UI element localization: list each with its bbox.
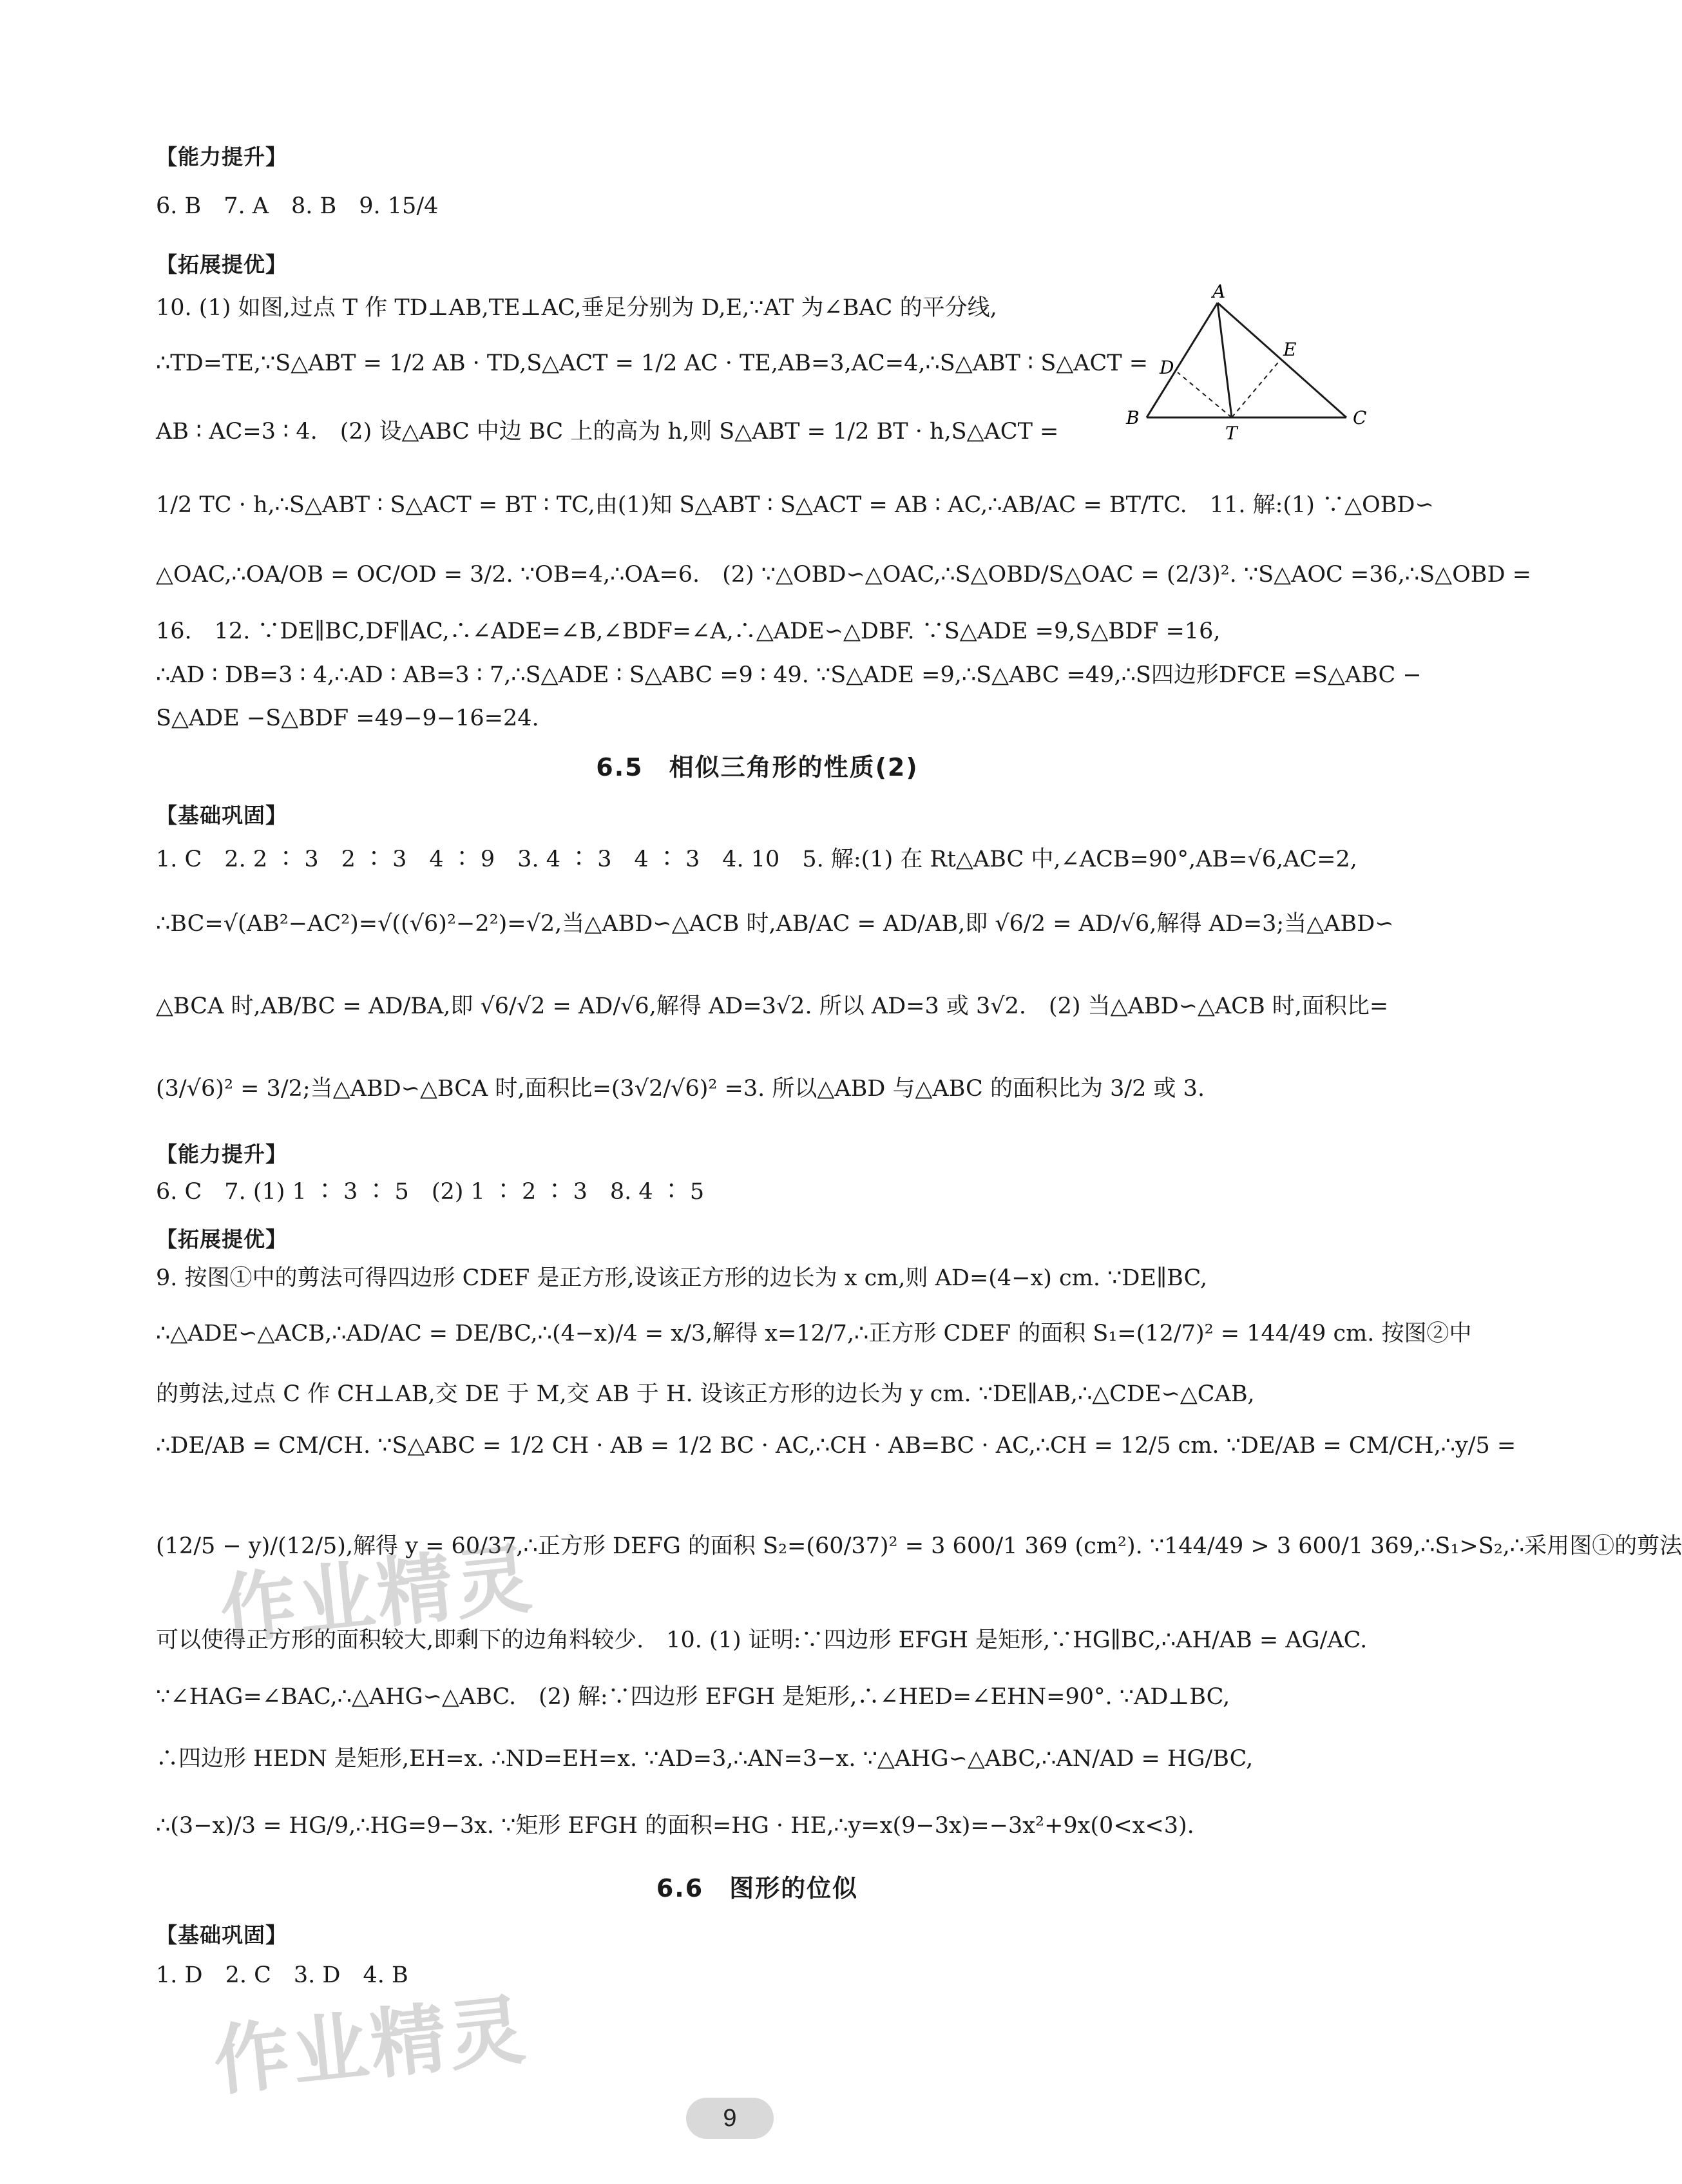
answer-line-8: ∴AD ∶ DB=3 ∶ 4,∴AD ∶ AB=3 ∶ 7,∴S△ADE ∶ S△ABC =9 ∶ 49. ∵S△ADE =9,∴S△ABC =49,∴S四边形DFCE =S△ABC −	[156, 662, 1422, 688]
answer-line-22: ∴四边形 HEDN 是矩形,EH=x. ∴ND=EH=x. ∵AD=3,∴AN=3−x. ∵△AHG∽△ABC,∴AN/AD = HG/BC,	[156, 1746, 1254, 1772]
heading-basic-3: 【基础巩固】	[156, 1922, 287, 1948]
answer-line-10: 1. C 2. 2 ∶ 3 2 ∶ 3 4 ∶ 9 3. 4 ∶ 3 4 ∶ 3 4. 10 5. 解:(1) 在 Rt△ABC 中,∠ACB=90°,AB=√6,AC=2,	[156, 847, 1357, 872]
answer-line-18: ∴DE/AB = CM/CH. ∵S△ABC = 1/2 CH · AB = 1/2 BC · AC,∴CH · AB=BC · AC,∴CH = 12/5 cm. ∵DE/AB = CM/CH,∴y/5 =	[156, 1433, 1516, 1459]
watermark-2: 作业精灵	[209, 1984, 531, 2107]
answer-line-6: △OAC,∴OA/OB = OC/OD = 3/2. ∵OB=4,∴OA=6. (2) ∵△OBD∽△OAC,∴S△OBD/S△OAC = (2/3)². ∵S△AOC =36,∴S△OBD =	[156, 562, 1532, 588]
answer-line-21: ∵∠HAG=∠BAC,∴△AHG∽△ABC. (2) 解:∵四边形 EFGH 是矩形,∴∠HED=∠EHN=90°. ∵AD⊥BC,	[156, 1684, 1230, 1710]
answer-line-19: (12/5 − y)/(12/5),解得 y = 60/37,∴正方形 DEFG 的面积 S₂=(60/37)² = 3 600/1 369 (cm²). ∵144/49 > 3 600/1 369,∴S₁>S₂,∴采用图①的剪法	[156, 1533, 1682, 1559]
answer-line-16: ∴△ADE∽△ACB,∴AD/AC = DE/BC,∴(4−x)/4 = x/3,解得 x=12/7,∴正方形 CDEF 的面积 S₁=(12/7)² = 144/49 cm. 按图②中	[156, 1321, 1472, 1346]
answer-line-15: 9. 按图①中的剪法可得四边形 CDEF 是正方形,设该正方形的边长为 x cm,则 AD=(4−x) cm. ∵DE∥BC,	[156, 1265, 1208, 1291]
page-number: 9	[686, 2098, 774, 2139]
triangle-figure	[1114, 283, 1372, 451]
label-d: D	[1160, 357, 1174, 378]
answer-line-2: 10. (1) 如图,过点 T 作 TD⊥AB,TE⊥AC,垂足分别为 D,E,∵AT 为∠BAC 的平分线,	[156, 295, 997, 321]
answer-line-1: 6. B 7. A 8. B 9. 15/4	[156, 193, 439, 219]
label-b: B	[1126, 407, 1140, 428]
label-e: E	[1283, 339, 1297, 360]
section-title-6-6: 6.6 图形的位似	[656, 1874, 859, 1902]
answer-line-23: ∴(3−x)/3 = HG/9,∴HG=9−3x. ∵矩形 EFGH 的面积=HG · HE,∴y=x(9−3x)=−3x²+9x(0<x<3).	[156, 1813, 1194, 1839]
side-ab	[1147, 303, 1218, 417]
heading-expand-1: 【拓展提优】	[156, 252, 287, 277]
answer-line-14: 6. C 7. (1) 1 ∶ 3 ∶ 5 (2) 1 ∶ 2 ∶ 3 8. 4 ∶ 5	[156, 1179, 705, 1205]
bisector-at	[1218, 303, 1232, 417]
heading-ability-2: 【能力提升】	[156, 1142, 287, 1167]
heading-basic-2: 【基础巩固】	[156, 803, 287, 828]
answer-line-5: 1/2 TC · h,∴S△ABT ∶ S△ACT = BT ∶ TC,由(1)知 S△ABT ∶ S△ACT = AB ∶ AC,∴AB/AC = BT/TC. 11. 解:(1) ∵△OBD∽	[156, 492, 1434, 518]
perp-te	[1232, 359, 1281, 417]
answer-line-24: 1. D 2. C 3. D 4. B	[156, 1962, 408, 1988]
perp-td	[1178, 372, 1232, 417]
label-a: A	[1212, 281, 1226, 302]
answer-line-13: (3/√6)² = 3/2;当△ABD∽△BCA 时,面积比=(3√2/√6)² =3. 所以△ABD 与△ABC 的面积比为 3/2 或 3.	[156, 1076, 1205, 1102]
side-ac	[1218, 303, 1346, 417]
label-t: T	[1225, 423, 1238, 444]
answer-line-17: 的剪法,过点 C 作 CH⊥AB,交 DE 于 M,交 AB 于 H. 设该正方形的边长为 y cm. ∵DE∥AB,∴△CDE∽△CAB,	[156, 1381, 1255, 1407]
answer-line-20: 可以使得正方形的面积较大,即剩下的边角料较少. 10. (1) 证明:∵四边形 EFGH 是矩形,∵HG∥BC,∴AH/AB = AG/AC.	[156, 1627, 1368, 1653]
heading-ability-1: 【能力提升】	[156, 144, 287, 169]
heading-expand-2: 【拓展提优】	[156, 1227, 287, 1252]
watermark-1: 作业精灵	[216, 1533, 538, 1656]
answer-line-11: ∴BC=√(AB²−AC²)=√((√6)²−2²)=√2,当△ABD∽△ACB 时,AB/AC = AD/AB,即 √6/2 = AD/√6,解得 AD=3;当△ABD∽	[156, 911, 1394, 937]
label-c: C	[1353, 407, 1367, 428]
answer-line-3: ∴TD=TE,∵S△ABT = 1/2 AB · TD,S△ACT = 1/2 AC · TE,AB=3,AC=4,∴S△ABT ∶ S△ACT =	[156, 350, 1149, 376]
answer-line-12: △BCA 时,AB/BC = AD/BA,即 √6/√2 = AD/√6,解得 AD=3√2. 所以 AD=3 或 3√2. (2) 当△ABD∽△ACB 时,面积比=	[156, 993, 1389, 1019]
answer-line-4: AB ∶ AC=3 ∶ 4. (2) 设△ABC 中边 BC 上的高为 h,则 S△ABT = 1/2 BT · h,S△ACT =	[156, 419, 1059, 445]
answer-line-7: 16. 12. ∵DE∥BC,DF∥AC,∴∠ADE=∠B,∠BDF=∠A,∴△ADE∽△DBF. ∵S△ADE =9,S△BDF =16,	[156, 618, 1221, 644]
answer-line-9: S△ADE −S△BDF =49−9−16=24.	[156, 705, 539, 731]
section-title-6-5: 6.5 相似三角形的性质(2)	[596, 753, 919, 781]
